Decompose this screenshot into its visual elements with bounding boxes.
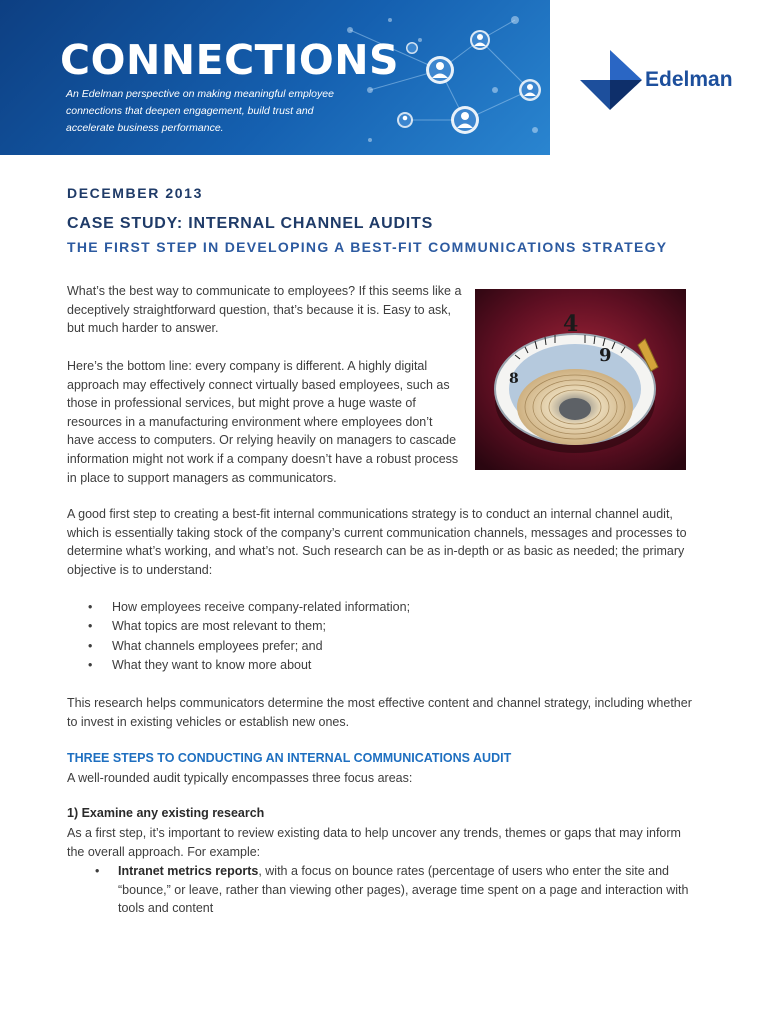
research-helps-paragraph: This research helps communicators determine the most effective content and channel strategy, including whether to invest in existing vehicles or establish new ones. xyxy=(67,696,692,729)
tape-number-9: 9 xyxy=(599,345,612,366)
bullet-icon: • xyxy=(95,864,100,878)
objectives-list xyxy=(88,598,410,676)
list-item-text: What they want to know more about xyxy=(112,658,312,673)
step-1-paragraph: As a first step, it’s important to review existing data to help uncover any trends, themes or gaps that may inform the overall approach. For example: xyxy=(67,826,681,859)
person-icon xyxy=(426,56,454,84)
bottom-line-paragraph: Here’s the bottom line: every company is different. A highly digital approach may effectively connect virtually based employees, such as those in professional services, but might prove a huge waste of resources in a manufacturing environment where employees don’t have access to computers. Or relying heavily on managers to cascade information might not work if a company doesn’t have a robust process in place to support managers as communicators. xyxy=(67,359,459,485)
issue-date: DECEMBER 2013 xyxy=(67,185,203,201)
tape-measure-photo xyxy=(475,289,686,470)
banner-title: CONNECTIONS xyxy=(60,36,400,84)
first-step-paragraph: A good first step to creating a best-fit internal communications strategy is to conduct an internal channel audit, which is essentially taking stock of the company’s current communication channels, messages and processes to determine what’s working, and what’s not. Such research can be as in-depth or as basic as needed; the primary objective is to understand: xyxy=(67,507,687,577)
example-list-item xyxy=(95,862,695,918)
person-icon xyxy=(451,106,479,134)
intro-paragraph: What’s the best way to communicate to employees? If this seems like a deceptively straightforward question, that’s because it is. Easy to ask, but much harder to answer. xyxy=(67,284,462,336)
list-item-text: How employees receive company-related information; xyxy=(112,600,411,614)
tape-number-8: 8 xyxy=(509,371,519,387)
list-item-text: What channels employees prefer; and xyxy=(112,638,323,653)
example-label: Intranet metrics reports xyxy=(118,864,259,878)
person-icon xyxy=(406,42,418,54)
list-item-text: What topics are most relevant to them; xyxy=(112,619,326,634)
list-item xyxy=(88,637,410,656)
focus-areas-intro: A well-rounded audit typically encompasses three focus areas: xyxy=(67,771,413,785)
bullet-icon: • xyxy=(88,619,93,634)
list-item xyxy=(88,656,410,675)
header-banner xyxy=(0,0,550,155)
list-item xyxy=(88,598,410,617)
edelman-logo-text: Edelman xyxy=(645,68,733,91)
case-study-title: CASE STUDY: INTERNAL CHANNEL AUDITS xyxy=(67,215,434,232)
example-text xyxy=(118,862,695,918)
banner-subtitle: An Edelman perspective on making meaningful employee connections that deepen engagement, build trust and accelerate business performance. xyxy=(66,88,334,134)
list-item xyxy=(88,617,410,636)
person-icon xyxy=(470,30,490,50)
bullet-icon: • xyxy=(88,658,93,673)
person-icon xyxy=(519,79,541,101)
bullet-icon: • xyxy=(88,600,93,614)
example-description: , with a focus on bounce rates (percentage of users who enter the site and “bounce,” or leave, rather than viewing other pages), average time spent on a page and interaction with tools and content xyxy=(118,864,689,916)
person-icon xyxy=(397,112,413,128)
tape-number-4: 4 xyxy=(563,311,579,337)
section-heading: THREE STEPS TO CONDUCTING AN INTERNAL COMMUNICATIONS AUDIT xyxy=(67,751,512,765)
bullet-icon: • xyxy=(88,638,93,653)
step-1-heading: 1) Examine any existing research xyxy=(67,806,265,820)
case-study-subtitle: THE FIRST STEP IN DEVELOPING A BEST-FIT COMMUNICATIONS STRATEGY xyxy=(67,239,668,255)
